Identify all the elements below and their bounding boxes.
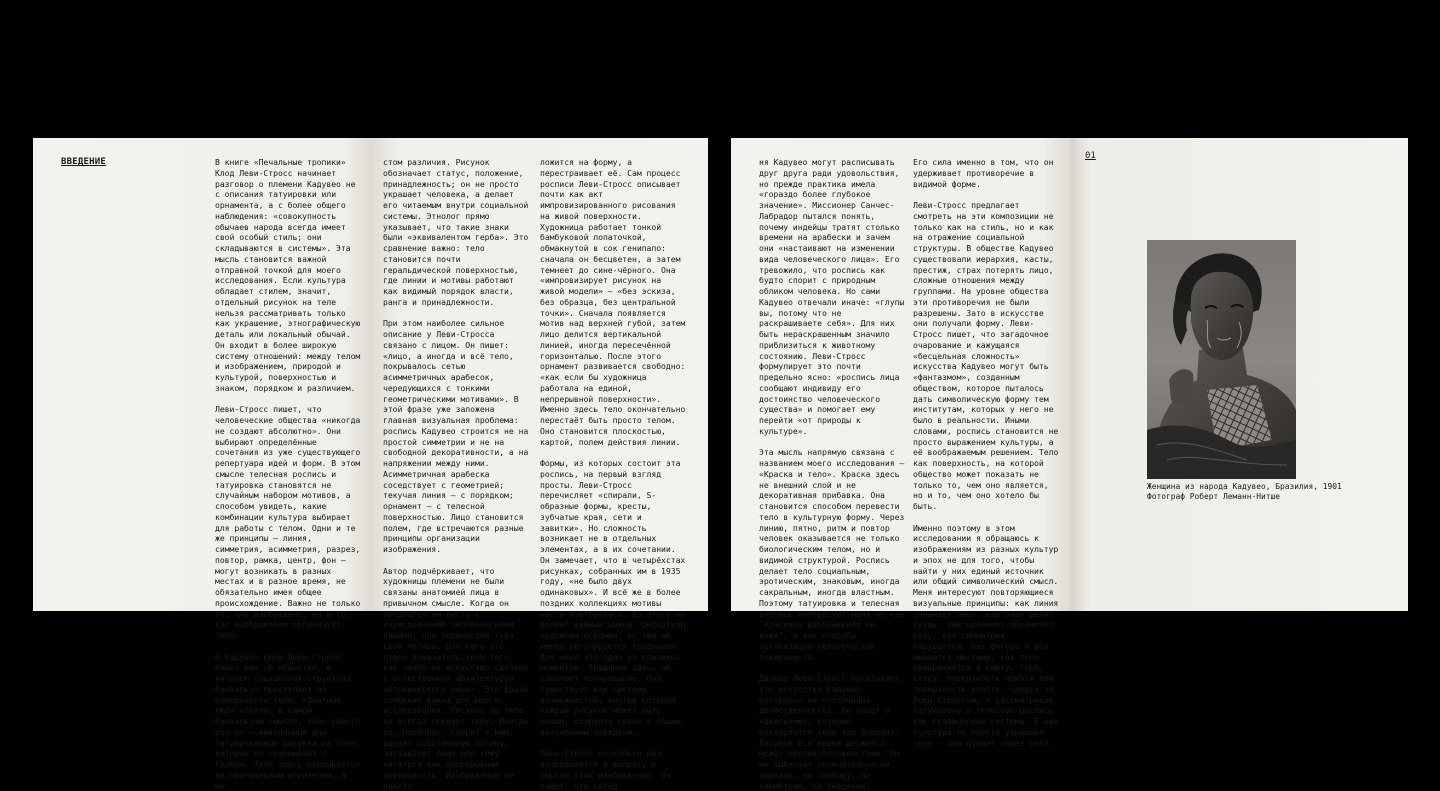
paragraph: Именно поэтому в этом исследовании я обращаюсь к изображениям из разных культур и эпох не для того, чтобы найти у них единый источник или общий символический смысл. Меня интересуют повторяющиеся визуальные принципы: как линия занимает лицо, как знак делит грудь, как орнамент обрамляет руку, как симметрия нарушается, как фигура и фон меняются местами, как тело превращается в карту, герб, сетку, поверхность памяти или поверхность власти. Следуя за Леви-Строссом, я рассматриваю татуировку и телесную роспись как графические системы. В них культура не просто украшает тело — она думает через него. — [913, 523, 1063, 749]
caption-line-1: Женщина из народа Кадувео, Бразилия, 1901 — [1147, 482, 1387, 492]
portrait-image — [1147, 240, 1296, 479]
paragraph: Эта мысль напрямую связана с названием моего исследования — «Краска и тело». Краска здесь не внешний слой и не декоративная прибавка. Она становится способом перевести тело в культурную форму. Через линию, пятно, ритм и повтор человек оказывается не только биологическим телом, но и видимой структурой. Роспись делает тело социальным, эротическим, знаковым, иногда сакральным, иногда властным. Поэтому татуировка и телесная роспись интересуют меня не как "красивые изображения на коже", а как способы организации человеческой поверхности. — [759, 447, 909, 662]
left-page-1 — [33, 138, 371, 611]
text-column-1 — [215, 157, 365, 791]
photo-caption — [1147, 482, 1387, 502]
left-page-2 — [731, 138, 1070, 611]
paragraph: Его сила именно в том, что он удерживает противоречие в видимой форме. — [913, 157, 1063, 189]
portrait-photo — [1147, 240, 1296, 479]
right-page-2 — [1070, 138, 1408, 611]
paragraph: ложится на форму, а перестраивает её. Сам процесс росписи Леви-Стросс описывает почти как акт импровизированного рисования на живой поверхности. Художница работает тонкой бамбуковой лопаточкой, обмакнутой в сок генипапо: сначала он бесцветен, а затем темнеет до сине-чёрного. Она «импровизирует рисунок на живой модели» — «без эскиза, без образца, без центральной точки». Сначала появляется мотив над верхней губой, затем лицо делится вертикальной линией, иногда пересечённой горизонталью. После этого орнамент развивается свободно: «как если бы художница работала на единой, непрерывной поверхности». Именно здесь тело окончательно перестаёт быть просто телом. Оно становится плоскостью, картой, полем действия линии. — [540, 157, 690, 447]
paragraph: стом различия. Рисунок обозначает статус, положение, принадлежность; он не просто украшает человека, а делает его читаемым внутри социальной системы. Этнолог прямо указывает, что такие знаки были «эквивалентом герба». Это сравнение важно: тело становится почти геральдической поверхностью, где линии и мотивы работают как видимый порядок власти, ранга и принадлежности. — [383, 157, 533, 308]
paragraph: В книге «Печальные тропики» Клод Леви-Стросс начинает разговор о племени Кадувео не с описания татуировки или орнамента, а с более общего наблюдения: «совокупность обычаев народа всегда имеет свой особый стиль; они складываются в системы». Эта мысль становится важной отправной точкой для моего исследования. Если культура обладает стилем, значит, отдельный рисунок на теле нельзя рассматривать только как украшение, этнографическую деталь или локальный обычай. Он входит в более широкую систему отношений: между телом и изображением, природой и культурой, поверхностью и знаком, порядком и различием. — [215, 157, 365, 394]
text-column-4 — [759, 157, 909, 791]
caption-line-2: Фотограф Роберт Леманн-Нитше — [1147, 492, 1387, 502]
paragraph: Дальше Леви-Стросс показывает, что искусство Кадувео построено на постоянных двойственностях. Он пишет о «дуализме», который повторяется «как зал зеркал». Рисунок всё время держится между противоположностями. Он не выбирает окончательно ни порядок, ни свободу, ни симметрию, ни смещение. — [759, 673, 909, 791]
paragraph: Леви-Стросс пишет, что человеческие общества «никогда не создают абсолютно». Они выбирают определённые сочетания из уже существующего репертуара идей и форм. В этом смысле телесная роспись и татуировка становятся не случайным набором мотивов, а способом увидеть, какие комбинации культура выбирает для работы с телом. Одни и те же принципы — линия, симметрия, асимметрия, разрез, повтор, рамка, центр, фон — могут возникать в разных местах и в разное время, не обязательно имея общее происхождение. Важно не только то, что изображено, но и то, как изображение организует тело. — [215, 404, 365, 641]
bleed-through-text — [138, 159, 208, 189]
paragraph: О Кадувео Клод Леви-Стросс пишет как об обществе, в котором социальная структура буквально проступает на поверхности тела. «Знатные люди носили, в самом буквальном смысле, знак своего ранга» — живописные или татуированные рисунки на теле, которые он сравнивает с гербом. Тело здесь оказывается не нейтральным носителем, а ме- — [215, 652, 365, 791]
page-number: 01 — [1085, 151, 1096, 161]
paragraph: Леви-Стросс несколько раз возвращается к вопросу о смысле этих изображений. Он пишет, что сегод- — [540, 748, 690, 791]
paragraph: Формы, из которых состоит эта роспись, на первый взгляд просты. Леви-Стросс перечисляет «спирали, S-образные формы, кресты, зубчатые края, сети и завитки». Но сложность возникает не в отдельных элементах, а в их сочетании. Он замечает, что в четырёхстах рисунках, собранных им в 1935 году, «не было двух одинаковых». И всё же в более поздних коллекциях мотивы часто повторялись. Из этого он делает важный вывод: репертуар художниц огромен, но тем не менее регулируется традицией. Для меня это один из ключевых моментов. Традиция здесь не означает копирование. Она существует как система возможностей, внутри которой каждый рисунок может быть новым, сохраняя связь с общим визуальным порядком. — [540, 458, 690, 738]
right-page-1 — [371, 138, 708, 611]
paragraph: При этом наиболее сильное описание у Леви-Стросса связано с лицом. Он пишет: «лицо, а иногда и всё тело, покрывалось сетью асимметричных арабесок, чередующихся с тонкими геометрическими мотивами». В этой фразе уже заложена главная визуальная проблема: роспись Кадувео строится не на простой симметрии и не на свободной декоративности, а на напряжении между ними. Асимметричная арабеска соседствует с геометрией; текучая линия — с порядком; орнамент — с телесной поверхностью. Лицо становится полем, где встречаются разные принципы организации изображения. — [383, 318, 533, 555]
paragraph: Автор подчёркивает, что художницы племени не были связаны анатомией лица в привычном смысле. Когда он предлагал им листы с нарисованными человеческими лицами, они переносили туда свои мотивы. Для него это стало доказательством того, как «мало их искусство связано с естественной архитектурой человеческого лица». Эта фраза особенно важна для моего исследования. Рисунок на теле не всегда следует телу. Иногда он, наоборот, спорит с ним, вводит собственную логику, заставляет лицо или кожу читаться как непрерывная поверхность. Изображение не просто — [383, 566, 533, 791]
text-column-2 — [383, 157, 533, 791]
paragraph: Леви-Стросс предлагает смотреть на эти композиции не только как на стиль, но и как на отражение социальной структуры. В обществе Кадувео существовали иерархия, касты, престиж, страх потерять лицо, сложные отношения между группами. На уровне общества эти противоречия не были разрешены. Зато в искусстве они получали форму. Леви-Стросс пишет, что загадочное очарование и кажущаяся «бесцельная сложность» искусства Кадувео могут быть «фантазмом», созданным обществом, которое пыталось дать символическую форму тем институтам, которых у него не было в реальности. Иными словами, роспись становится не просто выражением культуры, а её воображаемым решением. Тело как поверхность, на которой общество может показать не только то, чем оно является, но и то, чем оно хотело бы быть. — [913, 200, 1063, 512]
paragraph: ня Кадувео могут расписывать друг друга ради удовольствия, но прежде практика имела «гораздо более глубокое значение». Миссионер Санчес-Лабрадор пытался понять, почему индейцы тратят столько времени на арабески и зачем они «настаивают на изменении вида человеческого лица». Его тревожило, что роспись как будто спорит с природным обликом человека. Но сами Кадувео отвечали иначе: «глупы вы, потому что не раскрашиваете себя». Для них быть нераскрашенным значило приблизиться к животному состоянию. Леви-Стросс формулирует это почти предельно ясно: «роспись лица сообщают индивиду его достоинство человеческого существа» и помогает ему перейти «от природы к культуре». — [759, 157, 909, 437]
text-column-3 — [540, 157, 690, 791]
section-heading: ВВЕДЕНИЕ — [61, 157, 106, 167]
text-column-5 — [913, 157, 1063, 748]
